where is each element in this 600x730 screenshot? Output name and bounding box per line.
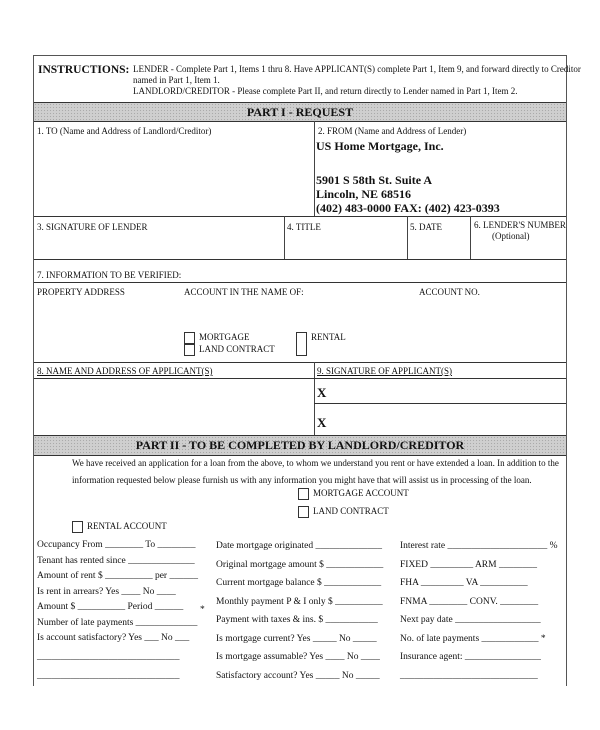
- fha-va-field[interactable]: FHA _________ VA __________: [400, 578, 528, 588]
- mortgage-current-field[interactable]: Is mortgage current? Yes _____ No _____: [216, 633, 377, 644]
- mortgage-account-text: MORTGAGE ACCOUNT: [313, 488, 409, 499]
- divider: [407, 216, 408, 259]
- part2-column-2: [216, 540, 383, 688]
- signature-lender-label: 3. SIGNATURE OF LENDER: [37, 222, 148, 232]
- instructions-heading: INSTRUCTIONS:: [38, 64, 130, 76]
- applicant-label: 8. NAME AND ADDRESS OF APPLICANT(S): [37, 366, 213, 376]
- rental-account-text: RENTAL ACCOUNT: [87, 521, 167, 532]
- divider: [34, 259, 566, 260]
- rented-since-field[interactable]: Tenant has rented since ______________: [37, 555, 195, 566]
- divider: [470, 216, 471, 259]
- land-contract2-checkbox[interactable]: [298, 506, 309, 518]
- blank-line[interactable]: ______________________________: [37, 671, 180, 681]
- mortgage-checkbox[interactable]: [184, 332, 195, 344]
- divider: [284, 216, 285, 259]
- part2-header: PART II - TO BE COMPLETED BY LANDLORD/CREDITOR: [34, 435, 566, 456]
- rental-option[interactable]: [296, 332, 346, 356]
- lender-number-label: 6. LENDER'S NUMBER: [474, 220, 566, 230]
- date-label: 5. DATE: [410, 222, 442, 232]
- part2-intro2: information requested below please furnish us with any information you might have that will assist us in processing of the loan.: [72, 475, 532, 485]
- divider: [34, 362, 566, 363]
- land-contract2-option[interactable]: [298, 506, 389, 518]
- lender-address1: 5901 S 58th St. Suite A: [316, 173, 433, 187]
- mortgage-assumable-field[interactable]: Is mortgage assumable? Yes ____ No ____: [216, 652, 380, 662]
- rent-arrears-field[interactable]: Is rent in arrears? Yes ____ No ____: [37, 586, 176, 597]
- rental-checkbox[interactable]: [296, 332, 307, 356]
- divider: [34, 216, 566, 217]
- account-satisfactory-field[interactable]: Is account satisfactory? Yes ___ No ___: [37, 633, 190, 643]
- divider: [314, 362, 315, 435]
- late-payments-count-field[interactable]: No. of late payments ____________ *: [400, 633, 546, 644]
- fnma-conv-field[interactable]: FNMA ________ CONV. ________: [400, 596, 539, 607]
- to-label: 1. TO (Name and Address of Landlord/Creditor): [37, 126, 212, 136]
- next-pay-date-field[interactable]: Next pay date __________________: [400, 615, 541, 625]
- occupancy-field[interactable]: Occupancy From ________ To ________: [37, 540, 196, 550]
- divider: [314, 403, 566, 404]
- part2-column-3: [400, 540, 558, 688]
- mortgage-option[interactable]: [184, 332, 249, 344]
- instructions-line3: LANDLORD/CREDITOR - Please complete Part II, and return directly to Lender named in Part 1, Item 2.: [133, 86, 518, 96]
- land-contract2-text: LAND CONTRACT: [313, 506, 389, 517]
- applicant-signature-1[interactable]: X: [317, 385, 327, 400]
- fixed-arm-field[interactable]: FIXED _________ ARM ________: [400, 559, 537, 570]
- rental-account-option[interactable]: [72, 521, 167, 533]
- monthly-payment-field[interactable]: Monthly payment P & I only $ __________: [216, 596, 383, 607]
- blank-line[interactable]: _____________________________: [400, 670, 538, 681]
- mortgage-text: MORTGAGE: [199, 332, 250, 343]
- original-amount-field[interactable]: Original mortgage amount $ ____________: [216, 559, 384, 570]
- interest-rate-field[interactable]: Interest rate _____________________ %: [400, 541, 558, 551]
- divider: [314, 121, 315, 216]
- land-contract-checkbox[interactable]: [184, 344, 195, 356]
- divider: [34, 378, 566, 379]
- date-originated-field[interactable]: Date mortgage originated ______________: [216, 541, 382, 551]
- from-label: 2. FROM (Name and Address of Lender): [318, 126, 467, 136]
- asterisk-mark: *: [200, 605, 205, 615]
- account-no-label: ACCOUNT NO.: [419, 287, 480, 297]
- divider: [34, 282, 566, 283]
- rental-account-checkbox[interactable]: [72, 521, 83, 533]
- info-verified-label: 7. INFORMATION TO BE VERIFIED:: [37, 270, 182, 280]
- part2-column-1: [37, 539, 198, 689]
- rental-text: RENTAL: [311, 332, 346, 342]
- satisfactory-account-field[interactable]: Satisfactory account? Yes _____ No _____: [216, 670, 380, 681]
- rent-amount-field[interactable]: Amount of rent $ __________ per ______: [37, 571, 198, 581]
- lender-name: US Home Mortgage, Inc.: [316, 139, 444, 153]
- arrears-amount-field[interactable]: Amount $ __________ Period ______: [37, 602, 184, 612]
- instructions-line2: named in Part 1, Item 1.: [133, 75, 220, 85]
- property-address-label: PROPERTY ADDRESS: [37, 287, 125, 297]
- title-label: 4. TITLE: [287, 222, 321, 232]
- payment-taxes-field[interactable]: Payment with taxes & ins. $ ___________: [216, 615, 378, 625]
- mortgage-account-option[interactable]: [298, 488, 409, 500]
- applicant-signature-label: 9. SIGNATURE OF APPLICANT(S): [317, 366, 453, 376]
- mortgage-account-checkbox[interactable]: [298, 488, 309, 500]
- current-balance-field[interactable]: Current mortgage balance $ ____________: [216, 578, 382, 588]
- instructions-line1: LENDER - Complete Part 1, Items 1 thru 8. Have APPLICANT(S) complete Part 1, Item 9, and forward directly to Creditor: [133, 64, 581, 74]
- verification-form: [33, 55, 581, 686]
- part1-header: PART I - REQUEST: [34, 102, 566, 122]
- blank-line[interactable]: ______________________________: [37, 652, 180, 662]
- late-payments-field[interactable]: Number of late payments _____________: [37, 617, 198, 628]
- account-name-label: ACCOUNT IN THE NAME OF:: [184, 287, 304, 297]
- lender-address2: Lincoln, NE 68516: [316, 187, 412, 201]
- land-contract-text: LAND CONTRACT: [199, 344, 275, 355]
- land-contract-option[interactable]: [184, 344, 275, 356]
- part2-intro1: We have received an application for a loan from the above, to whom we understand you rent or have extended a loan. In addition to the: [72, 458, 559, 468]
- lender-phone: (402) 483-0000 FAX: (402) 423-0393: [316, 201, 500, 215]
- insurance-agent-field[interactable]: Insurance agent: ________________: [400, 652, 541, 662]
- applicant-signature-2[interactable]: X: [317, 415, 327, 430]
- lender-number-note: (Optional): [492, 231, 530, 241]
